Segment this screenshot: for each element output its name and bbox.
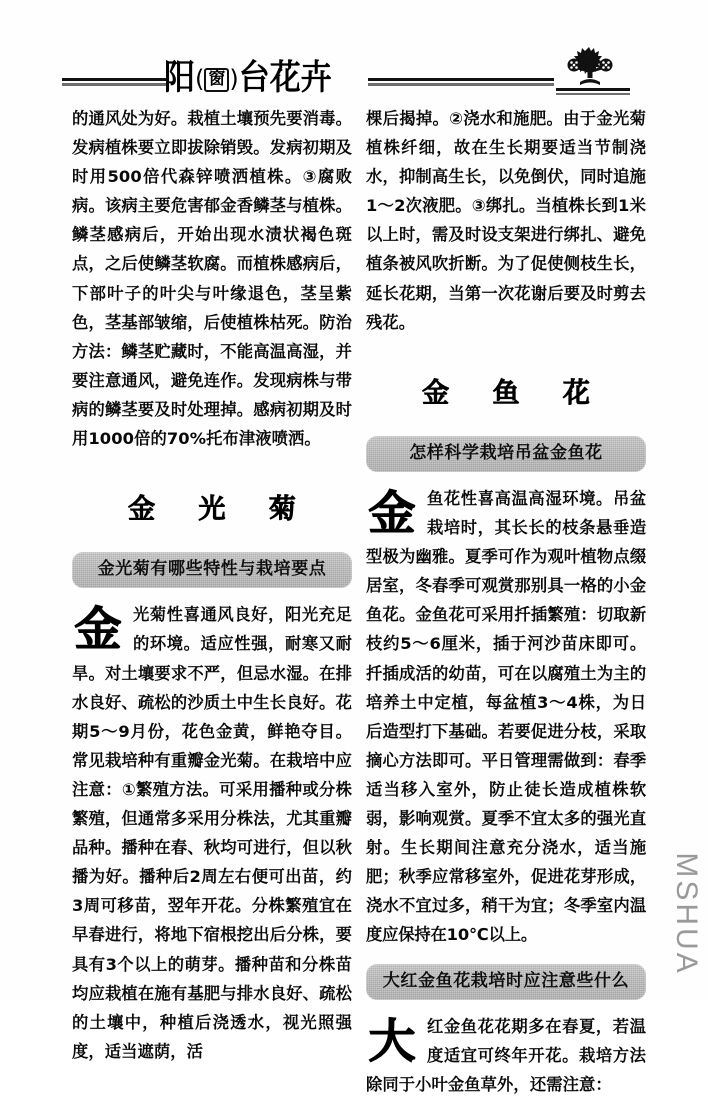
masthead-char-hua: 花 <box>269 57 301 98</box>
right-continued-paragraph: 棵后揭掉。②浇水和施肥。由于金光菊植株纤细，故在生长期要适当节制浇水，抑制高生长，以免倒伏，同时追施1～2次液肥。③绑扎。当植株长到1米以上时，需及时设支架进行绑扎、避免植条被风吹折断。为了促使侧枝生长，延长花期，当第一次花谢后要及时剪去残花。 <box>366 109 646 332</box>
question-bar-label: 怎样科学栽培吊盆金鱼花 <box>409 442 603 463</box>
left-article-block <box>72 600 352 1066</box>
left-continued-paragraph: 的通风处为好。栽植土壤预先要消毒。发病植株要立即拔除销毁。发病初期及时用500倍代森锌喷洒植株。③腐败病。该病主要危害郁金香鳞茎与植株。鳞茎感病后，开始出现水渍状褐色斑点，之后使鳞茎软腐。而植株感病后，下部叶子的叶尖与叶缘退色，茎呈紫色，茎基部皱缩，后使植株枯死。防治方法：鳞茎贮藏时，不能高温高湿，并要注意通风，避免连作。发现病株与带病的鳞茎要及时处理掉。感病初期及时用1000倍的70%托布津液喷洒。 <box>72 109 352 449</box>
logo-underline-rule <box>556 88 630 95</box>
question-bar-jinguangju <box>72 552 352 588</box>
masthead-paren-close: ) <box>229 65 239 93</box>
masthead-char-yang: 阳 <box>164 57 195 98</box>
question-bar-label: 金光菊有哪些特性与栽培要点 <box>97 559 327 580</box>
right-article-block-1 <box>366 484 646 950</box>
watermark-label: MSHUA <box>670 852 703 976</box>
left-article-body: 光菊性喜通风良好，阳光充足的环境。适应性强，耐寒又耐旱。对土壤要求不严，但忌水湿。在排水良好、疏松的沙质土中生长良好。花期5～9月份，花色金黄，鲜艳夺目。常见栽培种有重瓣金光菊。在栽培中应注意：①繁殖方法。可采用播种或分株繁殖，但通常多采用分株法，尤其重瓣品种。播种在春、秋均可进行，但以秋播为好。播种后2周左右便可出苗，约3周可移苗，翌年开花。分株繁殖宜在早春进行，将地下宿根挖出后分株，要具有3个以上的萌芽。播种苗和分株苗均应栽植在施有基肥与排水良好、疏松的土壤中，种植后浇透水，视光照强度，适当遮荫，活 <box>72 605 352 1061</box>
question-bar-jinyuhua-2 <box>366 964 646 1000</box>
masthead-title <box>164 52 332 104</box>
dropcap-jin: 金 <box>74 602 122 657</box>
dropcap-da: 大 <box>368 1013 416 1068</box>
section-title-jinguangju: 金 光 菊 <box>128 494 313 526</box>
right-article-body-2: 红金鱼花花期多在春夏，若温度适宜可终年开花。栽培方法除同于小叶金鱼草外，还需注意： <box>366 1016 646 1094</box>
masthead-boxed-char-chuang: 窗 <box>204 68 229 92</box>
masthead-rule-right <box>368 78 554 86</box>
right-article-block-2 <box>366 1012 646 1099</box>
dropcap-jin: 金 <box>368 486 416 540</box>
masthead-rule-left <box>62 78 167 86</box>
left-column <box>72 104 352 1066</box>
question-bar-jinyuhua-1 <box>366 436 646 472</box>
section-title-jinyuhua: 金 鱼 花 <box>422 377 607 409</box>
watermark <box>666 839 706 989</box>
right-column <box>366 104 646 1099</box>
masthead-char-tai: 台 <box>238 57 270 98</box>
masthead-char-hui: 卉 <box>300 57 332 98</box>
question-bar-label: 大红金鱼花栽培时应注意些什么 <box>382 970 630 991</box>
tree-logo-icon <box>562 44 618 88</box>
masthead-paren-open: ( <box>195 65 205 93</box>
right-article-body-1: 鱼花性喜高温高湿环境。吊盆栽培时，其长长的枝条悬垂造型极为幽雅。夏季可作为观叶植物点缀居室，冬春季可观赏那别具一格的小金鱼花。金鱼花可采用扦插繁殖：切取新枝约5～6厘米，插于河沙苗床即可。扦插成活的幼苗，可在以腐殖土为主的培养土中定植，每盆植3～4株，为日后造型打下基础。若要促进分枝，采取摘心方法即可。平日管理需做到：春季适当移入室外，防止徒长造成植株软弱，影响观赏。夏季不宜太多的强光直射。生长期间注意充分浇水，适当施肥；秋季应常移室外，促进花芽形成，浇水不宜过多，稍干为宜；冬季室内温度应保持在10℃以上。 <box>366 489 646 945</box>
